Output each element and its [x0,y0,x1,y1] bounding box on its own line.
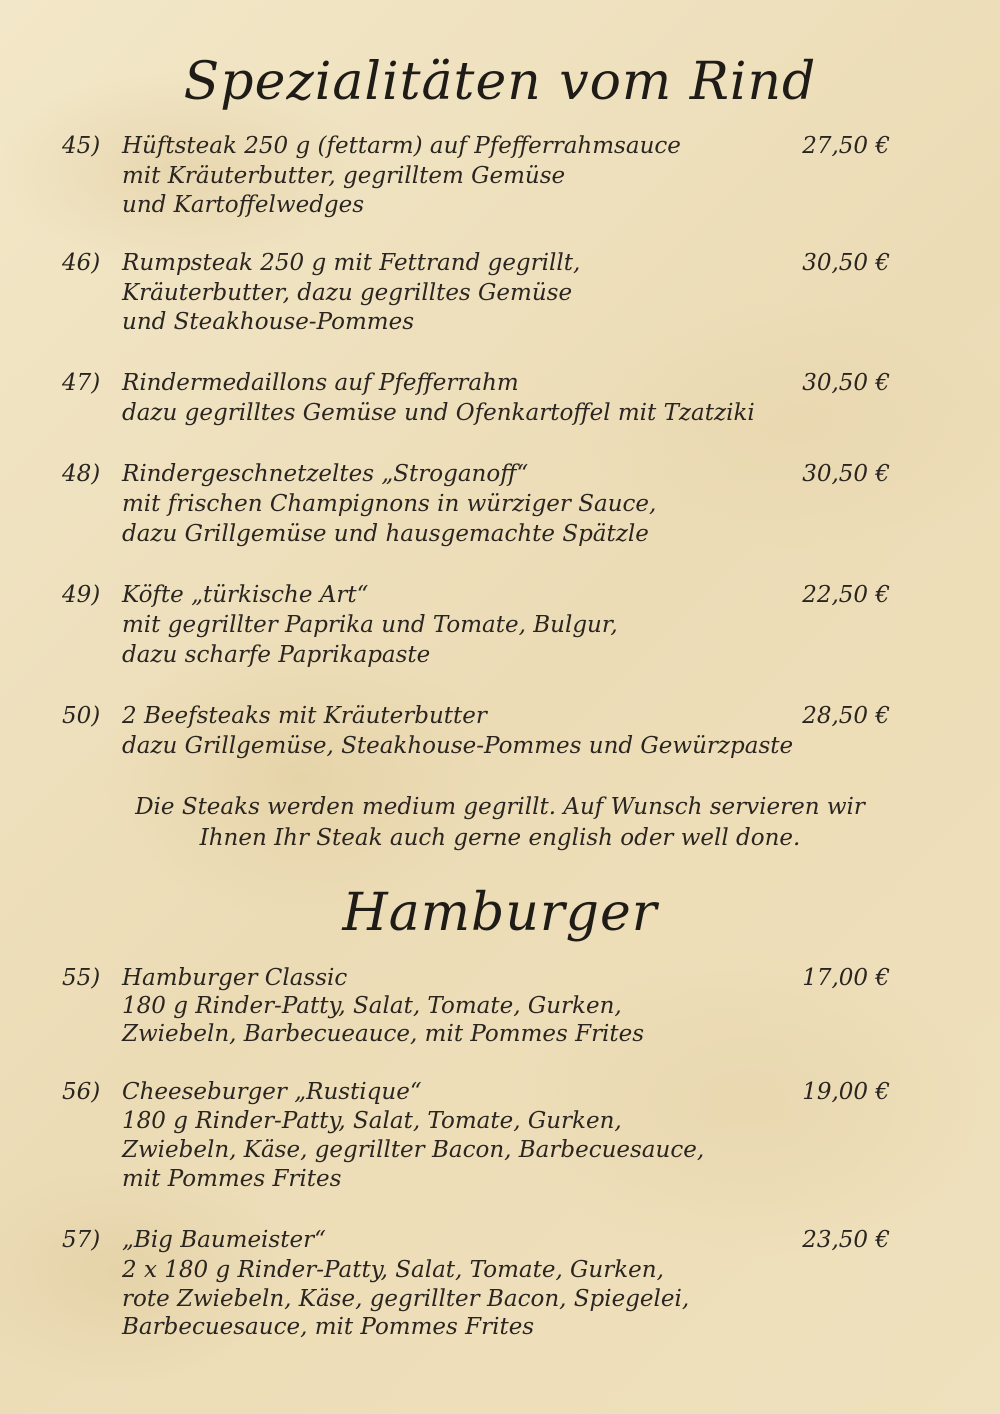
item-description: dazu gegrilltes Gemüse und Ofenkartoffel mit Tzatziki [122,400,755,426]
item-price: 27,50 € [802,133,890,159]
item-number: 47) [62,370,101,396]
item-name: Köfte „türkische Art“ [122,582,369,608]
item-price: 19,00 € [802,1079,890,1105]
item-description: Barbecuesauce, mit Pommes Frites [122,1314,535,1340]
section-title-rind: Spezialitäten vom Rind [183,52,817,112]
note-line: Die Steaks werden medium gegrillt. Auf Wunsch servieren wir [135,794,865,820]
section-title-hamburger: Hamburger [342,883,658,943]
item-price: 30,50 € [802,250,890,276]
item-price: 17,00 € [802,965,890,991]
item-description: dazu Grillgemüse und hausgemachte Spätzle [122,521,649,547]
item-price: 30,50 € [802,461,890,487]
item-description: mit frischen Champignons in würziger Sauce, [122,491,657,517]
item-description: Zwiebeln, Barbecueauce, mit Pommes Frites [122,1021,645,1047]
item-description: dazu Grillgemüse, Steakhouse-Pommes und Gewürzpaste [122,733,794,759]
item-description: mit Kräuterbutter, gegrilltem Gemüse [122,163,566,189]
item-price: 23,50 € [802,1227,890,1253]
item-number: 46) [62,250,101,276]
item-name: Hüftsteak 250 g (fettarm) auf Pfefferrahmsauce [122,133,681,159]
item-description: Zwiebeln, Käse, gegrillter Bacon, Barbecuesauce, [122,1137,705,1163]
item-number: 49) [62,582,101,608]
item-price: 28,50 € [802,703,890,729]
item-description: 2 x 180 g Rinder-Patty, Salat, Tomate, Gurken, [122,1257,664,1283]
item-name: Rindergeschnetzeltes „Stroganoff“ [122,461,529,487]
item-number: 56) [62,1079,101,1105]
steak-note [0,792,1000,854]
item-name: Cheeseburger „Rustique“ [122,1079,422,1105]
item-description: Kräuterbutter, dazu gegrilltes Gemüse [122,280,573,306]
item-name: Rindermedaillons auf Pfefferrahm [122,370,519,396]
item-number: 50) [62,703,101,729]
item-description: 180 g Rinder-Patty, Salat, Tomate, Gurken, [122,993,622,1019]
item-description: und Kartoffelwedges [122,192,365,218]
item-description: und Steakhouse-Pommes [122,309,415,335]
item-price: 30,50 € [802,370,890,396]
item-description: rote Zwiebeln, Käse, gegrillter Bacon, Spiegelei, [122,1286,690,1312]
item-name: Rumpsteak 250 g mit Fettrand gegrillt, [122,250,581,276]
item-name: Hamburger Classic [122,965,348,991]
item-name: „Big Baumeister“ [122,1227,326,1253]
item-price: 22,50 € [802,582,890,608]
item-description: mit Pommes Frites [122,1166,342,1192]
item-number: 45) [62,133,101,159]
item-name: 2 Beefsteaks mit Kräuterbutter [122,703,487,729]
item-number: 48) [62,461,101,487]
note-line: Ihnen Ihr Steak auch gerne english oder well done. [199,825,801,851]
item-description: mit gegrillter Paprika und Tomate, Bulgur, [122,612,618,638]
item-number: 55) [62,965,101,991]
item-description: 180 g Rinder-Patty, Salat, Tomate, Gurken, [122,1108,622,1134]
item-description: dazu scharfe Paprikapaste [122,642,431,668]
item-number: 57) [62,1227,101,1253]
